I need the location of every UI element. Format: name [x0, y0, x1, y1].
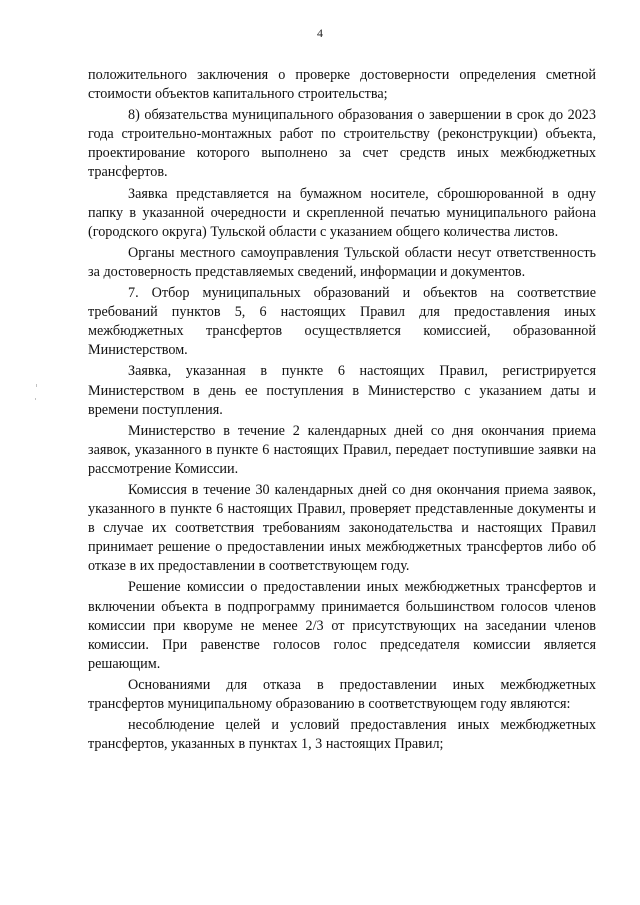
paragraph-registration: Заявка, указанная в пункте 6 настоящих Правил, регистрируется Министерством в день ее поступления в Министерство с указанием даты и времени поступления. — [88, 363, 596, 418]
paragraph-decision: Решение комиссии о предоставлении иных межбюджетных трансфертов и включении объекта в подпрограмму принимается большинством голосов членов комиссии при кворуме не менее 2/3 от присутствующих на заседании членов комиссии. При равенстве голосов голос председателя комиссии является решающим. — [88, 579, 596, 672]
paragraph-refusal-item: несоблюдение целей и условий предоставления иных межбюджетных трансфертов, указанных в пунктах 1, 3 настоящих Правил; — [88, 717, 596, 753]
paragraph-application-format: Заявка представляется на бумажном носителе, сброшюрованной в одну папку в указанной очередности и скрепленной печатью муниципального района (городского округа) Тульской области с указанием общего количества листов. — [88, 185, 596, 240]
paragraph-responsibility: Органы местного самоуправления Тульской области несут ответственность за достоверность представляемых сведений, информации и документов. — [88, 244, 596, 280]
scan-speck — [35, 398, 36, 400]
paragraph-refusal-grounds: Основаниями для отказа в предоставлении иных межбюджетных трансфертов муниципальному образованию в соответствующем году являются: — [88, 676, 596, 712]
paragraph-commission-review: Комиссия в течение 30 календарных дней со дня окончания приема заявок, указанного в пункте 6 настоящих Правил, проверяет представленные документы и в случае их соответствия требованиям законодательства и настоящих Правил принимает решение о предоставлении иных межбюджетных трансфертов либо об отказе в их предоставлении в соответствующем году. — [88, 481, 596, 575]
scan-speck — [36, 384, 37, 387]
document-body — [88, 66, 596, 754]
paragraph-continuation: положительного заключения о проверке достоверности определения сметной стоимости объектов капитального строительства; — [88, 67, 596, 103]
page-number: 4 — [317, 26, 323, 40]
paragraph-item-7: 7. Отбор муниципальных образований и объектов на соответствие требований пунктов 5, 6 настоящих Правил для предоставления иных межбюджетных трансфертов осуществляется комиссией, образованной Министерством. — [88, 285, 596, 359]
paragraph-transfer-to-commission: Министерство в течение 2 календарных дней со дня окончания приема заявок, указанного в пункте 6 настоящих Правил, передает поступившие заявки на рассмотрение Комиссии. — [88, 422, 596, 477]
paragraph-item-8: 8) обязательства муниципального образования о завершении в срок до 2023 года строительно-монтажных работ по строительству (реконструкции) объекта, проектирование которого выполнено за счет средств иных межбюджетных трансфертов. — [88, 107, 596, 181]
